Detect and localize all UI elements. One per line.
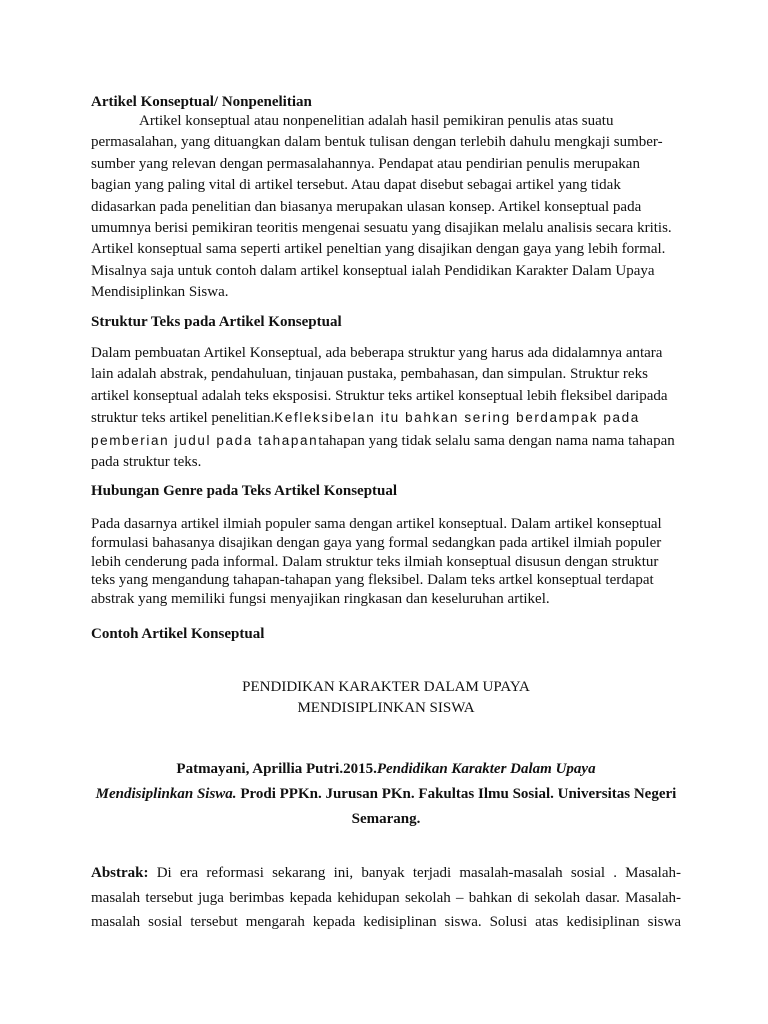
example-title (91, 677, 681, 719)
citation-title: Mendisiplinkan Siswa. (95, 786, 237, 802)
example-title-line: MENDISIPLINKAN SISWA (297, 700, 475, 716)
citation-line: Semarang. (351, 811, 421, 827)
paragraph-line: umumnya berisi pemikiran teoritis mengenai sesuatu yang disajikan melalu analisis secara kritis. (91, 220, 672, 237)
paragraph-struktur (91, 343, 681, 473)
paragraph-segment: struktur teks artikel penelitian. (91, 410, 275, 427)
paragraph-line: abstrak yang memiliki fungsi menyajikan ringkasan dan keseluruhan artikel. (91, 591, 550, 608)
paragraph-line: artikel konseptual adalah teks eksposisi. Struktur teks artikel konseptual lebih fleksibel daripada (91, 387, 668, 404)
paragraph-line: Pada dasarnya artikel ilmiah populer sama dengan artikel konseptual. Dalam artikel konseptual (91, 516, 662, 532)
paragraph-segment: tahapan yang tidak selalu sama dengan nama nama tahapan (318, 432, 675, 449)
paragraph-line: sumber yang relevan dengan permasalahannya. Pendapat atau pendirian penulis merupakan (91, 155, 640, 172)
paragraph-line: lebih cenderung pada informal. Dalam struktur teks ilmiah konseptual disusun dengan struktur (91, 553, 659, 570)
paragraph-line: Artikel konseptual atau nonpenelitian adalah hasil pemikiran penulis atas suatu (139, 113, 614, 129)
citation-title: Pendidikan Karakter Dalam Upaya (376, 761, 596, 777)
paragraph-line: lain adalah abstrak, pendahuluan, tinjauan pustaka, pembahasan, dan simpulan. Struktur reks (91, 366, 648, 383)
paragraph-line: bagian yang paling vital di artikel tersebut. Atau dapat disebut sebagai artikel yang tidak (91, 177, 621, 194)
paragraph-line: Dalam pembuatan Artikel Konseptual, ada beberapa struktur yang harus ada didalamnya antara (91, 345, 663, 361)
citation-institution: Prodi PPKn. Jurusan PKn. Fakultas Ilmu Sosial. Universitas Negeri (236, 786, 677, 802)
example-title-line: PENDIDIKAN KARAKTER DALAM UPAYA (242, 679, 530, 695)
paragraph-line: teks yang mengandung tahapan-tahapan yang fleksibel. Dalam teks artkel konseptual terdapat (91, 572, 654, 589)
paragraph-definition (91, 111, 681, 304)
section-heading-struktur: Struktur Teks pada Artikel Konseptual (91, 314, 342, 330)
section-heading-contoh: Contoh Artikel Konseptual (91, 626, 265, 642)
paragraph-line: Artikel konseptual sama seperti artikel peneltian yang disajikan dengan gaya yang lebih formal. (91, 241, 666, 258)
abstract-line (91, 861, 681, 886)
paragraph-line: formulasi bahasanya disajikan dengan gaya yang formal sedangkan pada artikel ilmiah populer (91, 534, 662, 551)
citation-authors: Patmayani, Aprillia Putri.2015. (176, 761, 377, 777)
section-heading-konseptual: Artikel Konseptual/ Nonpenelitian (91, 94, 312, 110)
spaced-text: Kefleksibelan itu bahkan sering berdampak pada (274, 410, 640, 426)
paragraph-hubungan (91, 515, 681, 609)
abstract-label: Abstrak: (91, 865, 149, 881)
abstract-line: masalah sosial tersebut mengarah kepada kedisiplinan siswa. Solusi atas kedisiplinan siswa (91, 914, 681, 930)
abstract-text: Di era reformasi sekarang ini, banyak terjadi masalah-masalah sosial . Masalah- (148, 865, 681, 881)
paragraph-line: didasarkan pada penelitian dan biasanya merupakan ulasan konsep. Artikel konseptual pada (91, 198, 642, 215)
paragraph-line (91, 430, 681, 452)
paragraph-line: Mendisiplinkan Siswa. (91, 284, 229, 301)
citation (91, 757, 681, 832)
citation-line (91, 757, 681, 782)
paragraph-line: pada struktur teks. (91, 454, 202, 471)
section-heading-hubungan: Hubungan Genre pada Teks Artikel Konseptual (91, 483, 398, 499)
paragraph-line: Misalnya saja untuk contoh dalam artikel konseptual ialah Pendidikan Karakter Dalam Upaya (91, 262, 655, 279)
paragraph-line: permasalahan, yang dituangkan dalam bentuk tulisan dengan terlebih dahulu mengkaji sumber- (91, 134, 663, 151)
paragraph-line (91, 407, 681, 429)
citation-line (91, 782, 681, 807)
spaced-text: pemberian judul pada tahapan (91, 432, 319, 448)
abstract-line: masalah tersebut juga berimbas kepada kehidupan sekolah – bahkan di sekolah dasar. Masalah- (91, 889, 681, 906)
abstract (91, 861, 681, 935)
